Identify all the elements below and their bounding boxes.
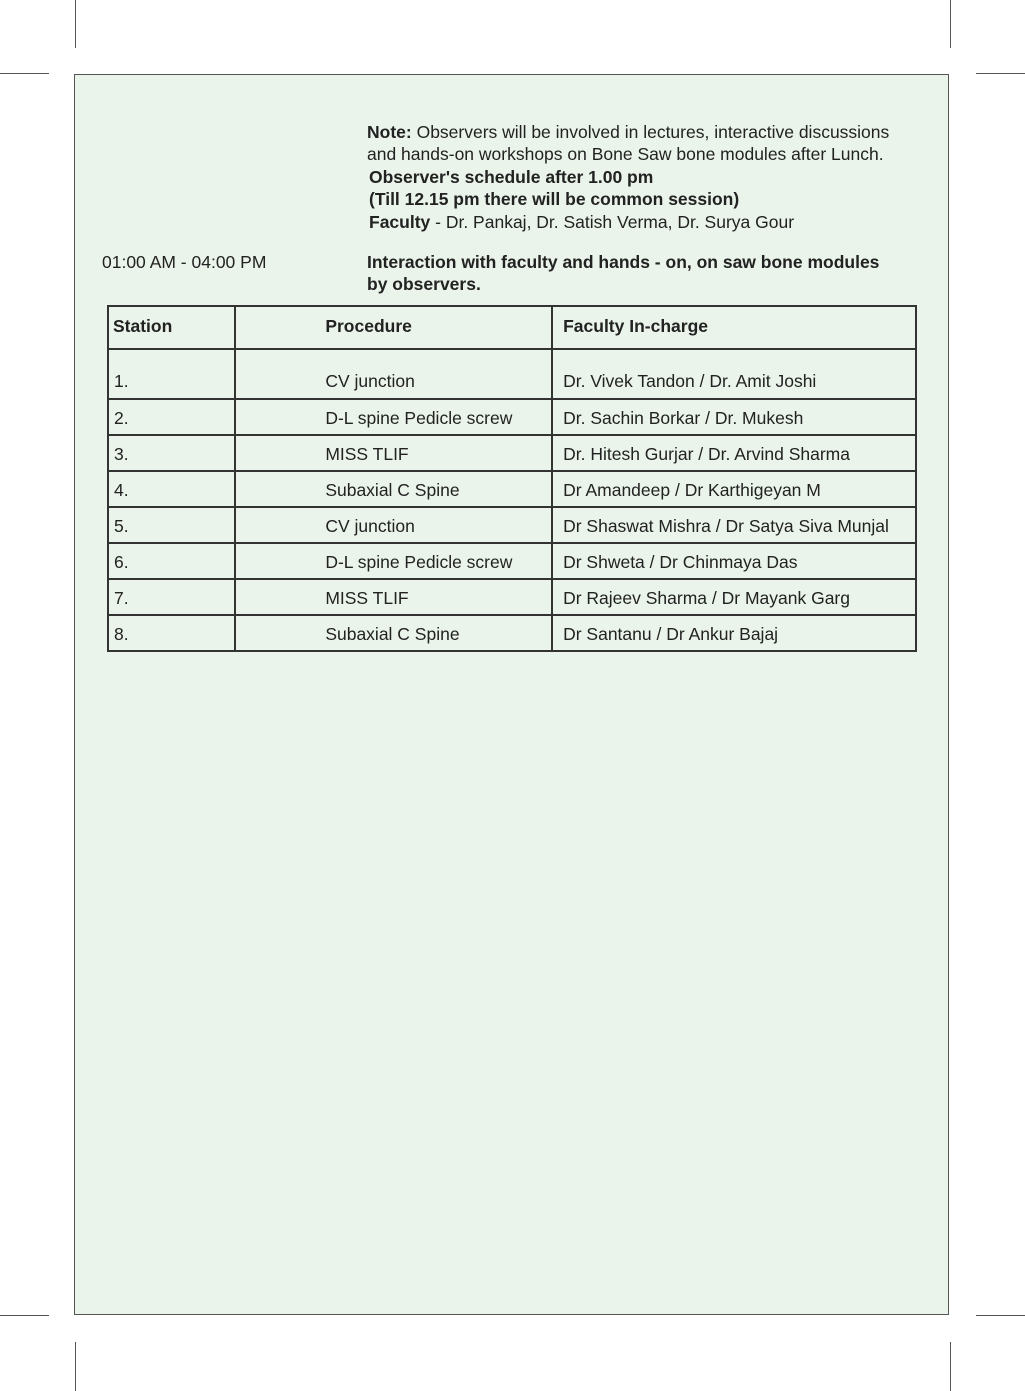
note-text: Observers will be involved in lectures, interactive discussions	[411, 122, 890, 142]
header-faculty: Faculty In-charge	[552, 306, 916, 349]
common-session-note: (Till 12.15 pm there will be common session)	[369, 189, 740, 210]
station-cell: 8.	[108, 615, 235, 651]
header-procedure: Procedure	[235, 306, 552, 349]
table-row	[108, 615, 916, 651]
header-station: Station	[108, 306, 235, 349]
faculty-cell: Dr. Hitesh Gurjar / Dr. Arvind Sharma	[552, 435, 916, 471]
faculty-cell: Dr Shaswat Mishra / Dr Satya Siva Munjal	[552, 507, 916, 543]
faculty-cell: Dr Santanu / Dr Ankur Bajaj	[552, 615, 916, 651]
faculty-cell: Dr. Vivek Tandon / Dr. Amit Joshi	[552, 349, 916, 399]
station-cell: 5.	[108, 507, 235, 543]
crop-mark-right-bottom	[976, 1315, 1025, 1316]
session-time: 01:00 AM - 04:00 PM	[102, 252, 267, 272]
table-row	[108, 507, 916, 543]
station-cell: 4.	[108, 471, 235, 507]
station-cell: 1.	[108, 349, 235, 399]
procedure-cell: Subaxial C Spine	[235, 471, 552, 507]
crop-mark-bottom-right	[950, 1342, 951, 1391]
note-line-2: and hands-on workshops on Bone Saw bone modules after Lunch.	[367, 144, 884, 165]
table-row	[108, 435, 916, 471]
crop-mark-top-left	[75, 0, 76, 48]
crop-mark-top-right	[950, 0, 951, 48]
faculty-cell: Dr. Sachin Borkar / Dr. Mukesh	[552, 399, 916, 435]
crop-mark-left-top	[0, 73, 49, 74]
activity-line-1: Interaction with faculty and hands - on, on saw bone modules	[367, 252, 880, 272]
faculty-cell: Dr Shweta / Dr Chinmaya Das	[552, 543, 916, 579]
session-activity	[367, 251, 937, 295]
procedure-cell: Subaxial C Spine	[235, 615, 552, 651]
faculty-cell: Dr Rajeev Sharma / Dr Mayank Garg	[552, 579, 916, 615]
procedure-cell: D-L spine Pedicle screw	[235, 399, 552, 435]
note-block	[367, 121, 947, 233]
note-label: Note:	[367, 122, 412, 142]
schedule-heading: Observer's schedule after 1.00 pm	[369, 166, 654, 187]
procedure-cell: MISS TLIF	[235, 579, 552, 615]
station-cell: 2.	[108, 399, 235, 435]
crop-mark-right-top	[976, 73, 1025, 74]
station-table	[107, 305, 917, 652]
station-cell: 6.	[108, 543, 235, 579]
crop-mark-left-bottom	[0, 1315, 49, 1316]
crop-mark-bottom-left	[75, 1342, 76, 1391]
table-row	[108, 349, 916, 399]
procedure-cell: CV junction	[235, 507, 552, 543]
table-row	[108, 399, 916, 435]
page-panel	[74, 74, 949, 1315]
table-header-row	[108, 306, 916, 349]
station-cell: 7.	[108, 579, 235, 615]
procedure-cell: D-L spine Pedicle screw	[235, 543, 552, 579]
faculty-names: - Dr. Pankaj, Dr. Satish Verma, Dr. Surya Gour	[430, 211, 795, 232]
faculty-label: Faculty	[369, 211, 431, 232]
activity-line-2: by observers.	[367, 274, 481, 294]
table-row	[108, 471, 916, 507]
table-row	[108, 543, 916, 579]
faculty-cell: Dr Amandeep / Dr Karthigeyan M	[552, 471, 916, 507]
station-cell: 3.	[108, 435, 235, 471]
table-row	[108, 579, 916, 615]
faculty-line	[367, 211, 947, 233]
note-line-1	[367, 121, 947, 143]
procedure-cell: CV junction	[235, 349, 552, 399]
procedure-cell: MISS TLIF	[235, 435, 552, 471]
